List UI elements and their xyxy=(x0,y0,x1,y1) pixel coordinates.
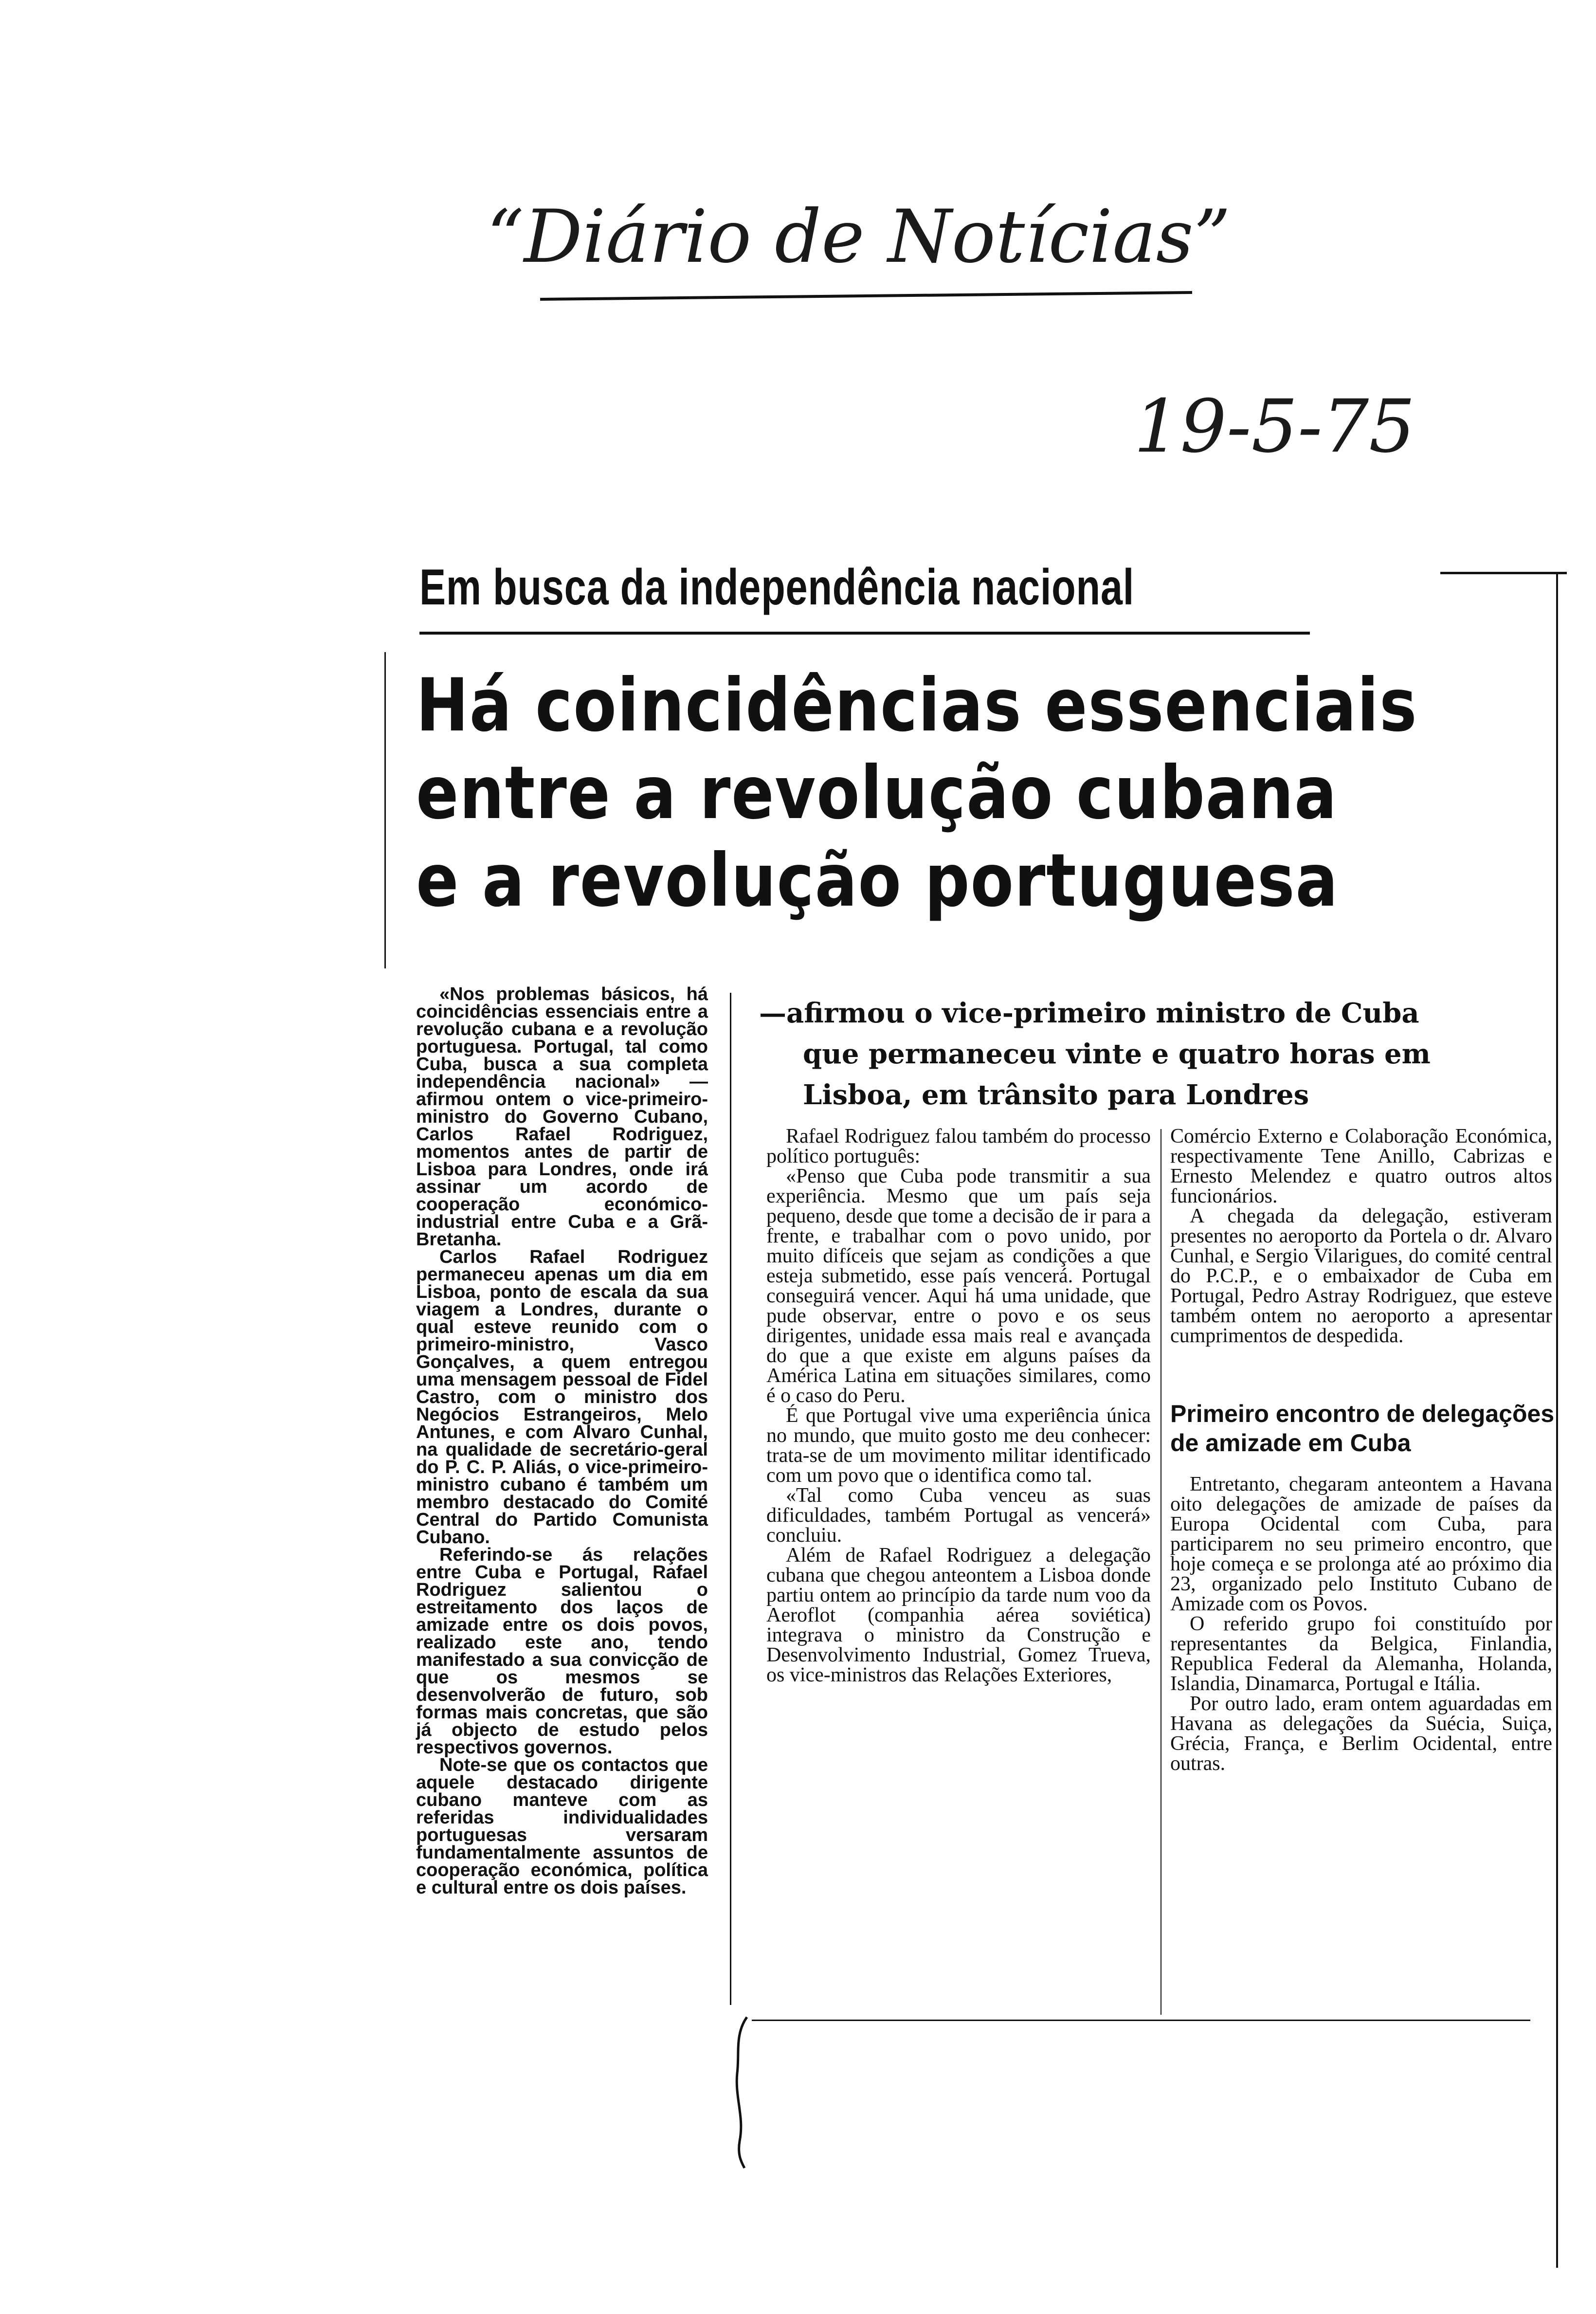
kicker-underline xyxy=(419,632,1310,635)
article-headline xyxy=(416,662,1581,925)
col3-paragraph: Comércio Externo e Colaboração Económica, respectivamente Tene Anillo, Cabrizas e Ernesto Melendez e quatro outros altos funcionários. xyxy=(1170,1125,1552,1207)
headline-line-2: entre a revolução cubana xyxy=(416,751,1338,836)
col3b-paragraph: O referido grupo foi constituído por representantes da Belgica, Finlandia, Republica Federal da Alemanha, Holanda, Islandia, Dinamarca, Portugal e Itália. xyxy=(1170,1613,1552,1695)
headline-line-1: Há coincidências essenciais xyxy=(416,663,1418,748)
deck-line-2: que permaneceu vinte e quatro horas em xyxy=(803,1038,1431,1070)
article-deck xyxy=(759,993,1552,1115)
col2-paragraph: Rafael Rodriguez falou também do processo político português: xyxy=(766,1125,1151,1167)
column-2 xyxy=(766,1127,1151,1685)
left-column-rule xyxy=(384,652,386,968)
handwritten-source: “Diário de Notícias” xyxy=(487,195,1231,279)
column-3b xyxy=(1170,1475,1552,1774)
deck-line-3: Lisboa, em trânsito para Londres xyxy=(803,1079,1309,1111)
bottom-rule xyxy=(752,2020,1530,2021)
col2-paragraph: «Tal como Cuba venceu as suas dificuldades, também Portugal as vencerá» concluiu. xyxy=(766,1484,1151,1547)
headline-line-3: e a revolução portuguesa xyxy=(416,838,1339,923)
deck-line-1: —afirmou o vice-primeiro ministro de Cuba xyxy=(759,997,1419,1029)
handwritten-date: 19-5-75 xyxy=(1134,384,1415,469)
col3b-paragraph: Entretanto, chegaram anteontem a Havana oito delegações de amizade de países da Europa Ocidental com Cuba, para participarem no seu primeiro encontro, que hoje começa e se prolonga até ao próximo dia 23, organizado pelo Instituto Cubano de Amizade com os Povos. xyxy=(1170,1473,1552,1615)
cut-edge-mark xyxy=(725,2015,754,2170)
column-3 xyxy=(1170,1127,1552,1346)
col3b-paragraph: Por outro lado, eram ontem aguardadas em Havana as delegações da Suécia, Suiça, Grécia, França, e Berlim Ocidental, entre outras. xyxy=(1170,1693,1552,1775)
col1-paragraph: Note-se que os contactos que aquele destacado dirigente cubano manteve com as referidas individualidades portuguesas versaram fundamentalmente assuntos de cooperação económica, política e cultural entre os dois países. xyxy=(416,1755,708,1898)
section-subhead: Primeiro encontro de delegações de amizade em Cuba xyxy=(1170,1400,1555,1457)
col1-paragraph: Referindo-se ás relações entre Cuba e Portugal, Rafael Rodriguez salientou o estreitamento dos laços de amizade entre os dois povos, realizado este ano, tendo manifestado a sua convicção de que os mesmos se desenvolverão de futuro, sob formas mais concretas, que são já objecto de estudo pelos respectivos governos. xyxy=(416,1545,708,1758)
col2-paragraph: Além de Rafael Rodriguez a delegação cubana que chegou anteontem a Lisboa donde partiu ontem ao princípio da tarde num voo da Aeroflot (companhia aérea soviética) integrava o ministro da Construção e Desenvolvimento Industrial, Gomez Trueva, os vice-ministros das Relações Exteriores, xyxy=(766,1544,1151,1686)
handwritten-underline xyxy=(540,291,1192,301)
column-divider-1 xyxy=(730,993,731,2005)
column-1 xyxy=(416,985,708,1896)
col2-paragraph: «Penso que Cuba pode transmitir a sua experiência. Mesmo que um país seja pequeno, desde que tome a decisão de ir para a frente, e trabalhar com o povo unido, por muito difíceis que sejam as condições a que esteja submetido, esse país vencerá. Portugal conseguirá vencer. Aqui há uma unidade, que pude observar, entre o povo e os seus dirigentes, unidade essa mais real e avançada do que a que existe em alguns países da América Latina em situações similares, como é o caso do Peru. xyxy=(766,1165,1151,1407)
article-kicker: Em busca da independência nacional xyxy=(419,559,1135,616)
col3-paragraph: A chegada da delegação, estiveram presentes no aeroporto da Portela o dr. Alvaro Cunhal, e Sergio Vilarigues, do comité central do P.C.P., e o embaixador de Cuba em Portugal, Pedro Astray Rodriguez, que esteve também ontem no aeroporto a apresentar cumprimentos de despedida. xyxy=(1170,1205,1552,1347)
col1-paragraph: «Nos problemas básicos, há coincidências essenciais entre a revolução cubana e a revolução portuguesa. Portugal, tal como Cuba, busca a sua completa independência nacional» — afirmou ontem o vice-primeiro-ministro do Governo Cubano, Carlos Rafael Rodriguez, momentos antes de partir de Lisboa para Londres, onde irá assinar um acordo de cooperação económico-industrial entre Cuba e a Grã-Bretanha. xyxy=(416,984,708,1250)
clipping-edge-top xyxy=(1440,572,1567,574)
col2-paragraph: É que Portugal vive uma experiência única no mundo, que muito gosto me deu conhecer: trata-se de um movimento militar identificado com um povo que o identifica como tal. xyxy=(766,1404,1151,1487)
col1-paragraph: Carlos Rafael Rodriguez permaneceu apenas um dia em Lisboa, ponto de escala da sua viagem a Londres, durante o qual esteve reunido com o primeiro-ministro, Vasco Gonçalves, a quem entregou uma mensagem pessoal de Fidel Castro, com o ministro dos Negócios Estrangeiros, Melo Antunes, e com Alvaro Cunhal, na qualidade de secretário-geral do P. C. P. Aliás, o vice-primeiro-ministro cubano é também um membro destacado do Comité Central do Partido Comunista Cubano. xyxy=(416,1247,708,1548)
